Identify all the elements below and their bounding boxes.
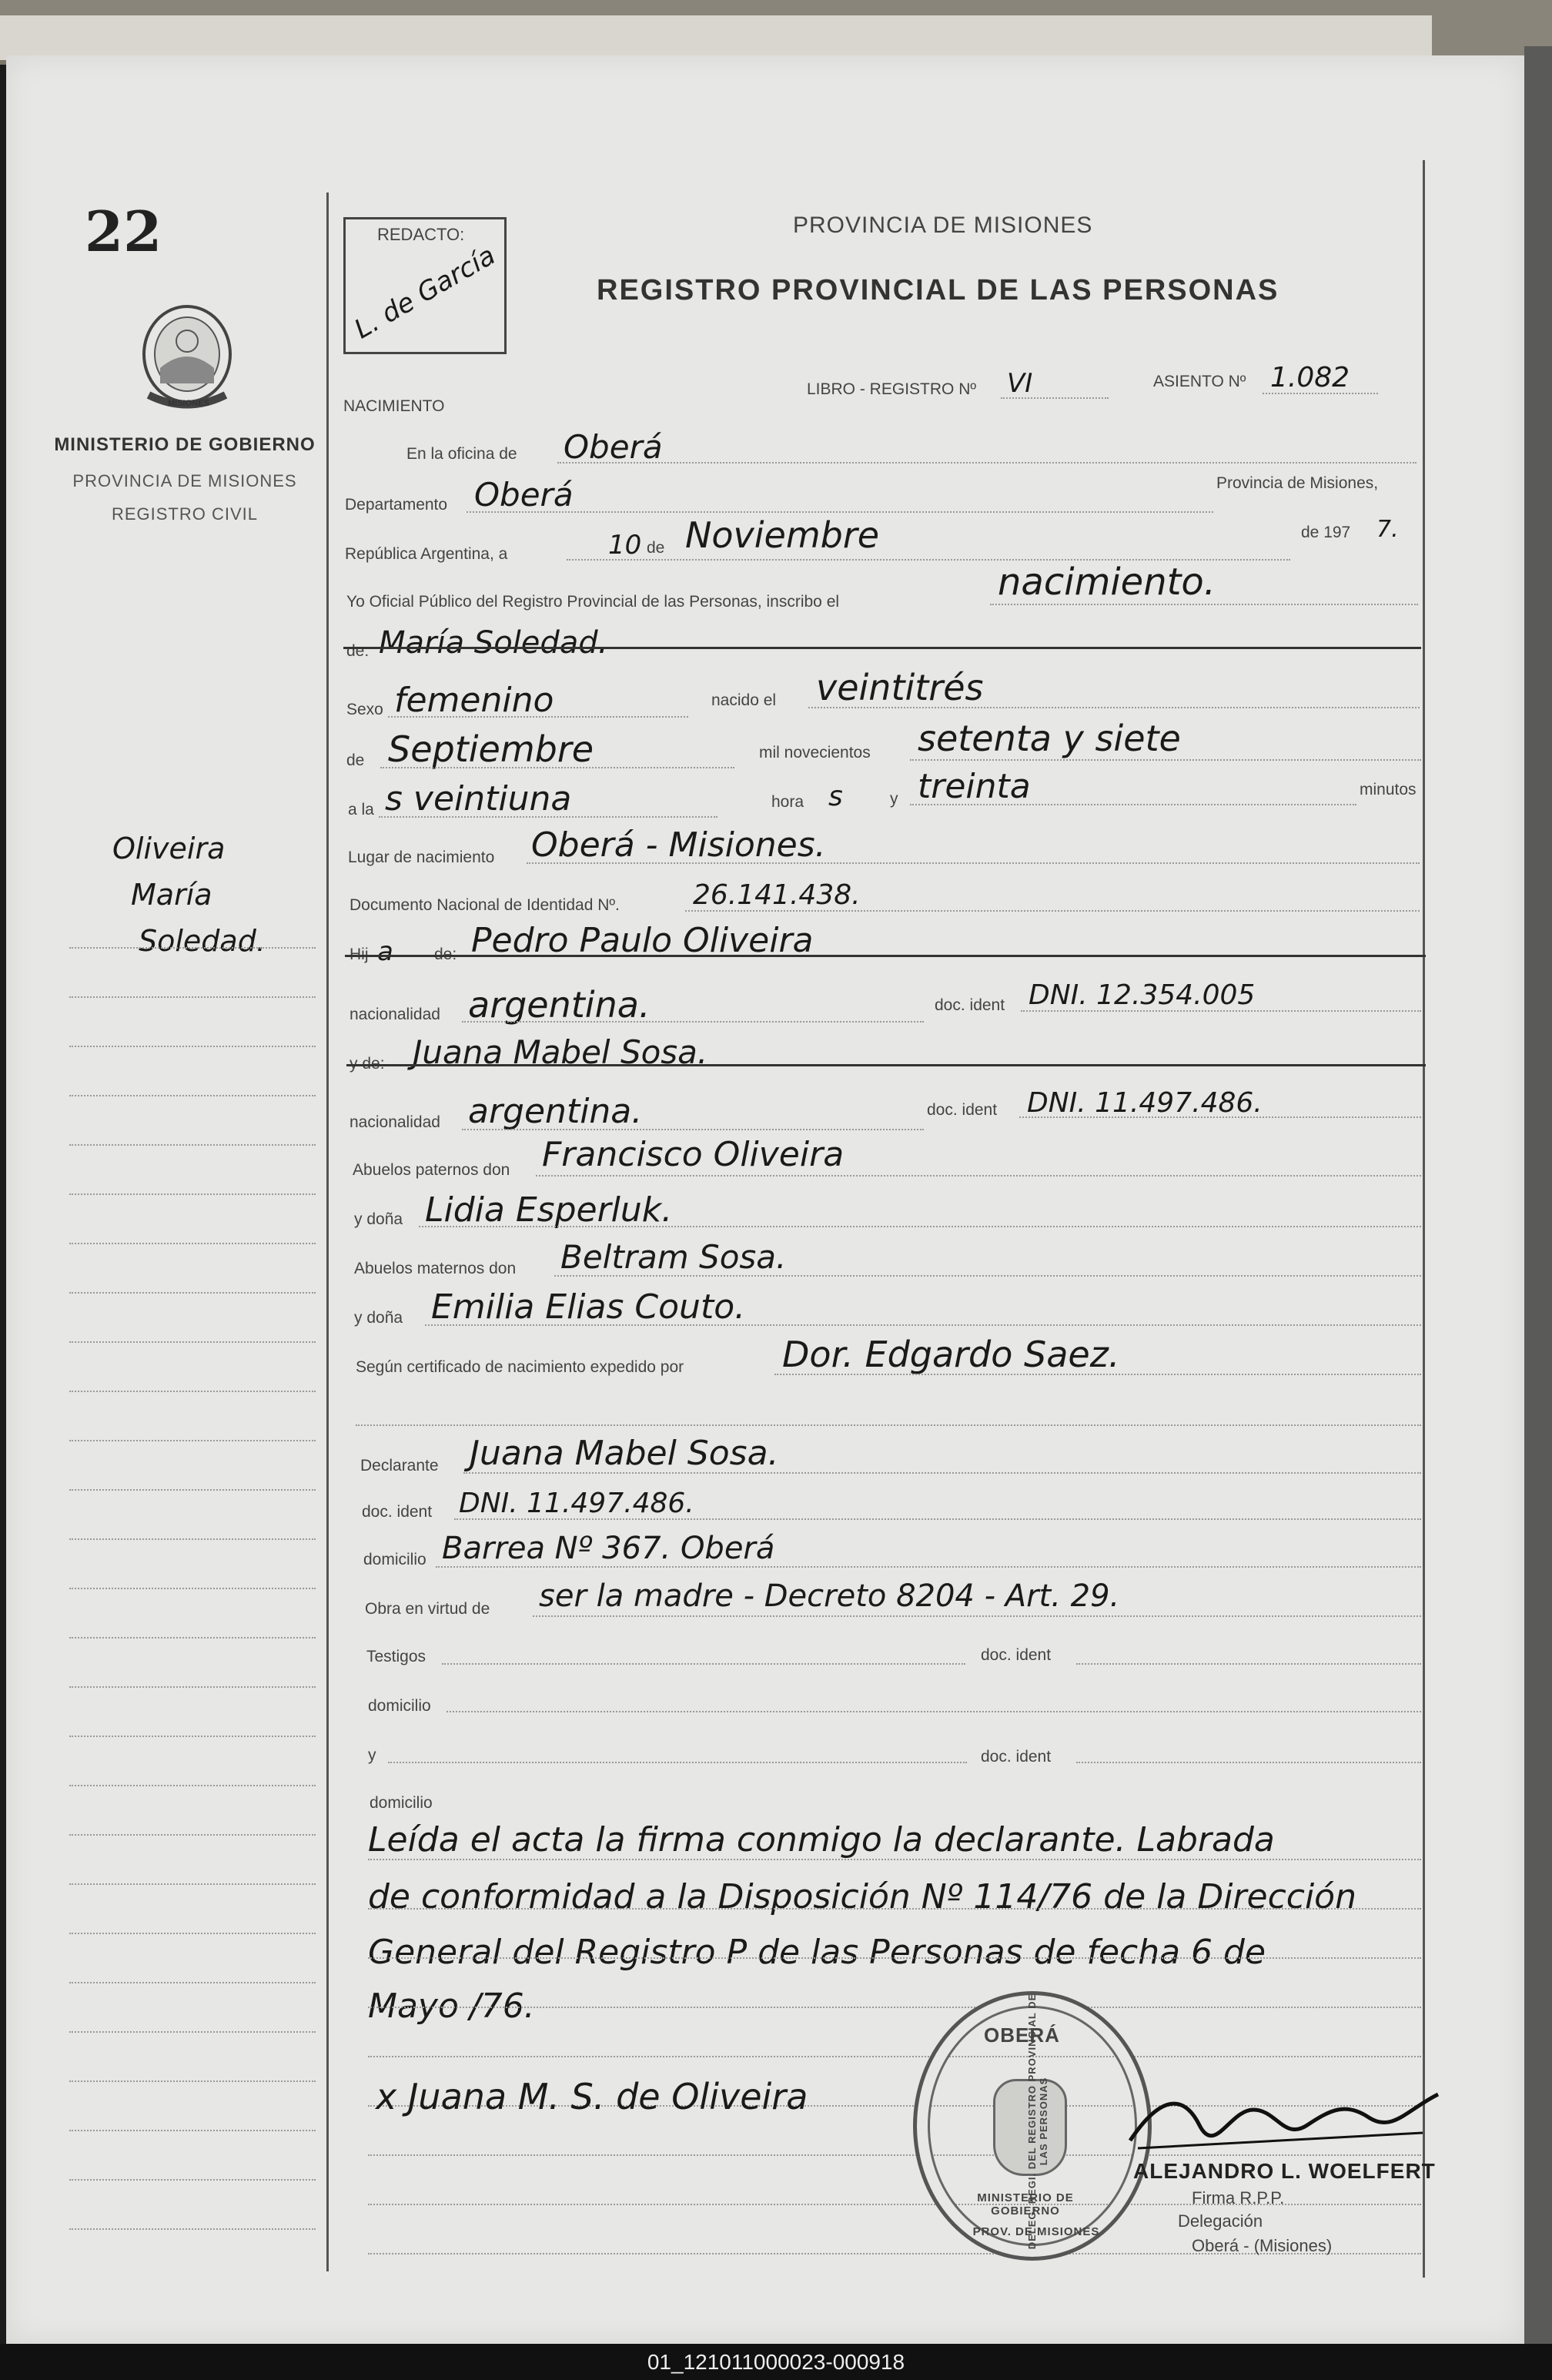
republica-label: República Argentina, a: [345, 545, 508, 563]
testigos-doc-line: [1076, 1663, 1421, 1665]
minutos-label: minutos: [1360, 781, 1417, 798]
book-right-edge: [1524, 46, 1552, 2344]
departamento-value: Oberá: [474, 476, 574, 514]
libro-line: [1001, 397, 1109, 399]
page-number: 22: [85, 199, 162, 264]
oficial-label: Yo Oficial Público del Registro Provincial de las Personas, inscribo el: [346, 593, 840, 611]
testigos-line: [442, 1663, 965, 1665]
declarant-signature: x Juana M. S. de Oliveira: [376, 2076, 808, 2117]
a-las-value: s veintiuna: [385, 779, 572, 818]
official-signature: [1115, 2079, 1453, 2164]
year-label: de 197: [1301, 524, 1351, 541]
mother-nat-value: argentina.: [468, 1092, 643, 1131]
margin-ruled-line: [69, 1292, 316, 1294]
mother-doc-value: DNI. 11.497.486.: [1027, 1087, 1263, 1119]
father-name-value: Pedro Paulo Oliveira: [471, 921, 814, 960]
minutes-value: treinta: [918, 767, 1031, 806]
birth-month-line: [380, 767, 734, 768]
mother-name-value: Juana Mabel Sosa.: [413, 1033, 708, 1071]
hora-value: s: [828, 781, 843, 812]
oficial-value: nacimiento.: [998, 561, 1216, 604]
image-caption: 01_121011000023-000918: [0, 2344, 1552, 2380]
margin-ruled-line: [69, 1046, 316, 1047]
certificate-label: Según certificado de nacimiento expedido por: [356, 1358, 684, 1376]
declarante-label: Declarante: [360, 1457, 439, 1475]
day-de-label: de: [647, 539, 665, 557]
testigo2-domicilio-label: domicilio: [370, 1794, 433, 1812]
sexo-value: femenino: [394, 681, 554, 720]
seal-bottom-text: PROV. DE MISIONES: [972, 2225, 1100, 2238]
margin-ruled-line: [69, 1686, 316, 1688]
testigos-doc-label: doc. ident: [981, 1646, 1052, 1664]
margin-ruled-line: [69, 2031, 316, 2033]
mil-line: [910, 759, 1421, 761]
margin-rule-right: [1423, 160, 1425, 2278]
maternal-grandfather-value: Beltram Sosa.: [560, 1238, 787, 1276]
registry-title: REGISTRO PROVINCIAL DE LAS PERSONAS: [597, 274, 1279, 306]
margin-ruled-line: [69, 1736, 316, 1737]
margin-ruled-line: [69, 947, 316, 949]
observation-ruled-line: [368, 1859, 1421, 1860]
province-title: PROVINCIA DE MISIONES: [793, 213, 1093, 238]
asiento-label: ASIENTO Nº: [1153, 373, 1246, 390]
mil-label: mil novecientos: [759, 744, 871, 762]
nacido-value: veintitrés: [816, 667, 984, 708]
margin-note-firstname: María: [131, 878, 212, 912]
asiento-value: 1.082: [1270, 362, 1350, 393]
father-doc-value: DNI. 12.354.005: [1029, 979, 1256, 1011]
maternal-grandmother-value: Emilia Elias Couto.: [431, 1287, 746, 1327]
paternal-grandfather-value: Francisco Oliveira: [542, 1135, 845, 1174]
dni-line: [685, 910, 1420, 912]
y-minutes-label: y: [890, 790, 898, 808]
observation-line-2: de conformidad a la Disposición Nº 114/76 de la Dirección: [368, 1877, 1356, 1916]
oficial-line: [990, 604, 1418, 605]
margin-ruled-line: [69, 1982, 316, 1983]
hij-label: Hij: [350, 946, 369, 963]
book-top-edge: [0, 0, 1552, 62]
child-name-value: María Soledad.: [379, 625, 608, 661]
testigos-label: Testigos: [366, 1648, 426, 1665]
hij-value: a: [377, 936, 393, 967]
testigo2-doc-label: doc. ident: [981, 1748, 1052, 1766]
hora-label: hora: [771, 793, 804, 811]
observation-ruled-line: [368, 2056, 1421, 2057]
paternal-grandmother-line: [419, 1226, 1421, 1227]
margin-note-secondname: Soledad.: [139, 924, 266, 958]
father-doc-line: [1021, 1010, 1421, 1012]
margin-ruled-line: [69, 2179, 316, 2181]
seal-outer-text: DELEG. REGI. DEL REGISTRO PROVINCIAL DE LAS PERSONAS: [1026, 1993, 1049, 2250]
seal-city: OBERÁ: [984, 2024, 1060, 2047]
mother-nat-line: [462, 1129, 924, 1130]
a-las-line: [379, 816, 717, 818]
month-value: Noviembre: [685, 514, 880, 556]
margin-ruled-line: [69, 996, 316, 998]
margin-ruled-line: [69, 1440, 316, 1441]
testigo2-y-label: y: [368, 1746, 376, 1764]
margin-note-surname: Oliveira: [112, 832, 226, 865]
obra-line: [533, 1615, 1421, 1617]
dni-label: Documento Nacional de Identidad Nº.: [350, 896, 620, 914]
mother-line: [346, 1064, 1426, 1066]
margin-ruled-line: [69, 1243, 316, 1244]
birth-month-value: Septiembre: [388, 728, 594, 770]
ministry-heading: MINISTERIO DE GOBIERNO: [54, 434, 316, 455]
oficina-line: [557, 462, 1417, 464]
margin-ruled-line: [69, 1144, 316, 1146]
libro-label: LIBRO - REGISTRO Nº: [807, 380, 977, 398]
margin-ruled-line: [69, 1095, 316, 1096]
maternal-grandmother-line: [425, 1324, 1421, 1326]
testigo2-doc-line: [1076, 1762, 1421, 1763]
father-doc-label: doc. ident: [935, 996, 1005, 1014]
father-nat-line: [462, 1021, 924, 1023]
certificate-value: Dor. Edgardo Saez.: [782, 1334, 1120, 1375]
margin-rule-left: [326, 192, 329, 2271]
departamento-line: [467, 511, 1213, 513]
father-de-label: de:: [434, 946, 457, 963]
oficina-label: En la oficina de: [406, 445, 517, 463]
declarante-doc-value: DNI. 11.497.486.: [459, 1488, 694, 1519]
domicilio-value: Barrea Nº 367. Oberá: [442, 1531, 775, 1566]
declarante-line: [463, 1472, 1421, 1474]
paternal-grandfather-line: [536, 1175, 1421, 1177]
observation-ruled-line: [368, 1957, 1421, 1959]
observation-line-4: Mayo /76.: [368, 1987, 535, 2026]
sexo-label: Sexo: [346, 701, 383, 718]
redacto-label: REDACTO:: [377, 225, 465, 244]
paternal-grandmother-value: Lidia Esperluk.: [425, 1190, 673, 1230]
father-nat-label: nacionalidad: [350, 1006, 440, 1023]
domicilio-label: domicilio: [363, 1551, 426, 1568]
provincia-label: Provincia de Misiones,: [1216, 474, 1379, 492]
dni-value: 26.141.438.: [693, 879, 861, 911]
margin-ruled-line: [69, 1588, 316, 1589]
margin-ruled-line: [69, 1489, 316, 1491]
official-line2: Delegación: [1178, 2211, 1263, 2231]
father-line: [345, 955, 1426, 957]
margin-ruled-line: [69, 1834, 316, 1836]
lugar-label: Lugar de nacimiento: [348, 849, 495, 866]
libro-value: VI: [1007, 368, 1033, 399]
sexo-line: [388, 716, 688, 718]
testigos-domicilio-label: domicilio: [368, 1697, 431, 1715]
lugar-value: Oberá - Misiones.: [531, 825, 826, 865]
official-name: ALEJANDRO L. WOELFERT: [1133, 2159, 1436, 2183]
civil-registry-heading: REGISTRO CIVIL: [111, 504, 259, 524]
certificate-line: [774, 1374, 1421, 1375]
margin-ruled-line: [69, 2228, 316, 2230]
name-line: [343, 647, 1421, 649]
nacido-line: [808, 707, 1420, 708]
observation-line-3: General del Registro P de las Personas de fecha 6 de: [368, 1933, 1266, 1972]
shield-label: MISIONES: [168, 399, 209, 408]
day-value: 10: [608, 530, 642, 561]
record-type-label: NACIMIENTO: [343, 397, 445, 415]
domicilio-line: [436, 1566, 1421, 1568]
margin-ruled-line: [69, 1785, 316, 1786]
nacido-label: nacido el: [711, 691, 777, 709]
asiento-line: [1263, 393, 1378, 394]
mother-doc-line: [1019, 1116, 1421, 1118]
paternal-grandfather-label: Abuelos paternos don: [353, 1161, 510, 1179]
year-value: 7.: [1376, 516, 1399, 543]
departamento-label: Departamento: [345, 496, 448, 514]
obra-value: ser la madre - Decreto 8204 - Art. 29.: [539, 1578, 1120, 1614]
observation-ruled-line: [368, 2007, 1421, 2008]
lugar-line: [527, 862, 1420, 864]
name-de-label: de:: [346, 642, 370, 660]
margin-ruled-line: [69, 1637, 316, 1639]
seal-inner-text: MINISTERIO DE GOBIERNO: [977, 2191, 1074, 2218]
province-heading: PROVINCIA DE MISIONES: [72, 471, 297, 490]
mother-de-label: y de:: [350, 1055, 385, 1073]
margin-ruled-line: [69, 2080, 316, 2082]
declarante-doc-line: [454, 1518, 1421, 1520]
paternal-grandmother-label: y doña: [354, 1210, 403, 1228]
testigo2-line: [388, 1762, 967, 1763]
margin-ruled-line: [69, 1341, 316, 1343]
mother-nat-label: nacionalidad: [350, 1113, 440, 1131]
margin-ruled-line: [69, 1391, 316, 1392]
minutes-line: [910, 804, 1356, 805]
observation-ruled-line: [368, 1908, 1421, 1910]
official-line3: Oberá - (Misiones): [1192, 2236, 1333, 2255]
maternal-grandmother-label: y doña: [354, 1309, 403, 1327]
maternal-grandfather-line: [554, 1275, 1421, 1277]
birth-month-de-label: de: [346, 751, 365, 769]
maternal-grandfather-label: Abuelos maternos don: [354, 1260, 517, 1277]
official-line1: Firma R.P.P.: [1192, 2188, 1285, 2208]
declarante-doc-label: doc. ident: [362, 1503, 433, 1521]
a-las-label: a la: [348, 801, 374, 818]
margin-ruled-line: [69, 1538, 316, 1540]
margin-ruled-line: [69, 2130, 316, 2131]
obra-label: Obra en virtud de: [365, 1600, 490, 1618]
declarante-value: Juana Mabel Sosa.: [470, 1434, 779, 1473]
blank-line-1: [356, 1424, 1421, 1426]
mil-value: setenta y siete: [918, 718, 1181, 759]
observation-line-1: Leída el acta la firma conmigo la declarante. Labrada: [368, 1820, 1275, 1859]
oficina-value: Oberá: [564, 428, 663, 466]
margin-ruled-line: [69, 1883, 316, 1885]
redacto-signature: L. de García: [349, 239, 501, 346]
margin-ruled-line: [69, 1193, 316, 1195]
testigos-domicilio-line: [447, 1711, 1421, 1712]
mother-doc-label: doc. ident: [927, 1101, 998, 1119]
margin-ruled-line: [69, 1933, 316, 1934]
father-nat-value: argentina.: [468, 984, 651, 1026]
